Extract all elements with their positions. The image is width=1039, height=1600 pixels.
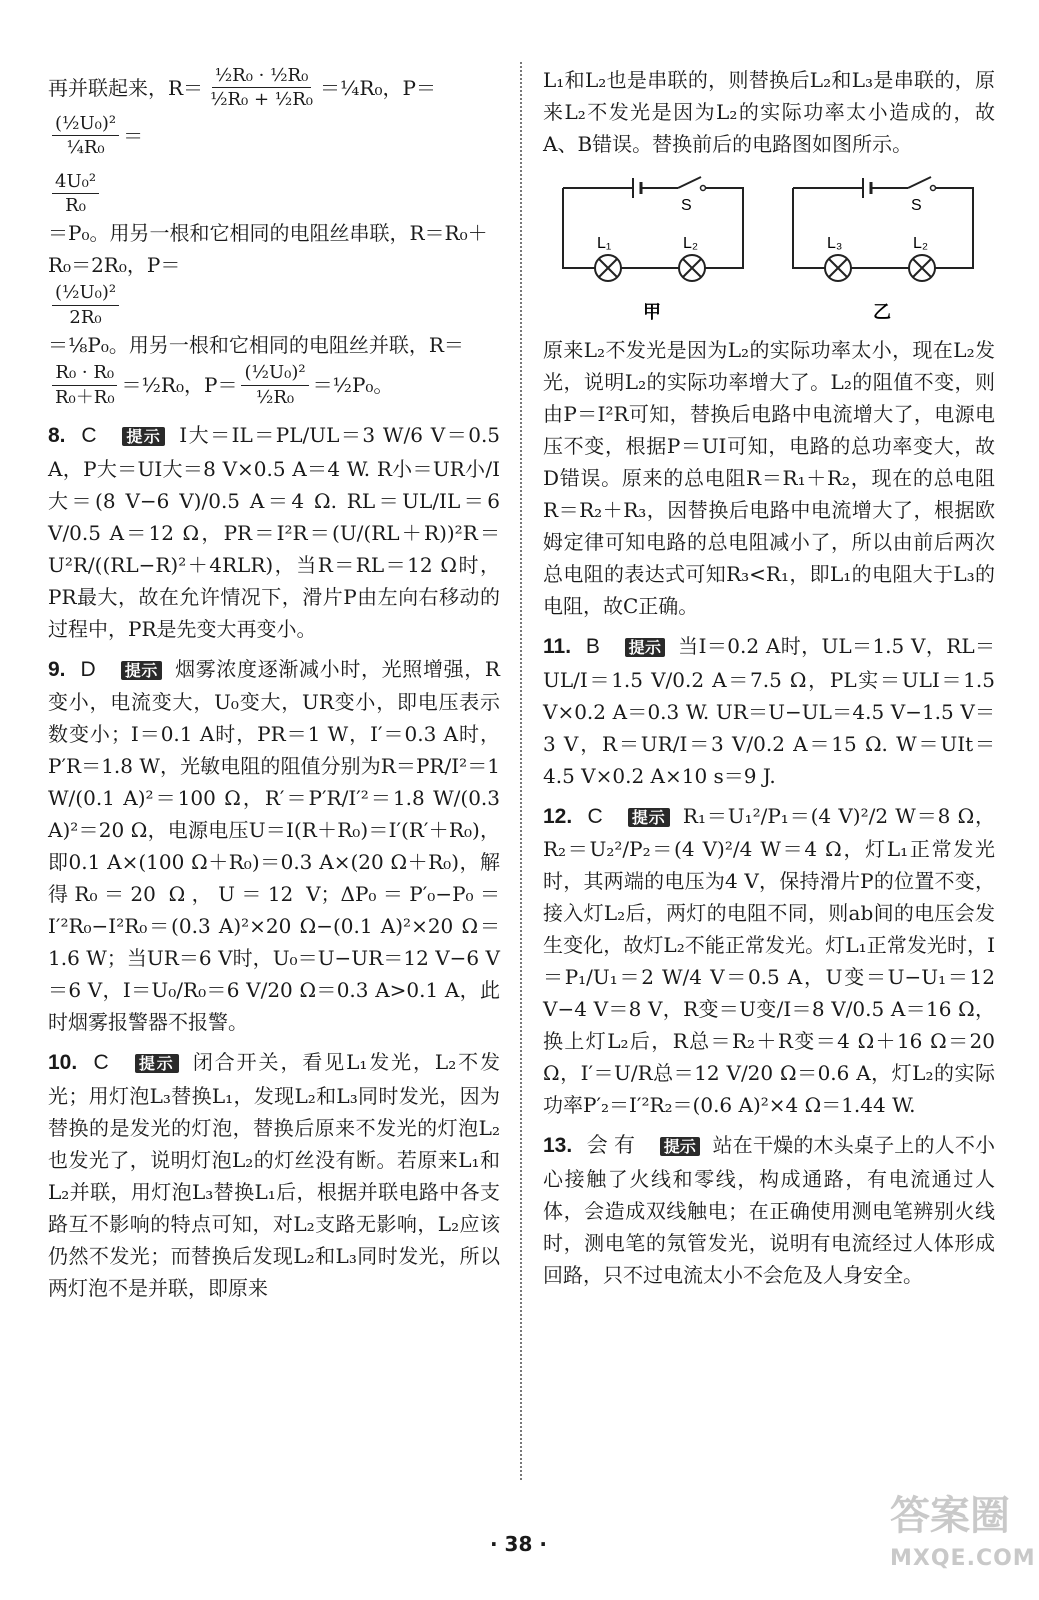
answer: D (80, 657, 96, 681)
circuit-jia (563, 177, 743, 323)
question-11 (543, 630, 995, 792)
switch-icon (678, 177, 701, 188)
answer: 会 有 (586, 1134, 636, 1158)
hint-badge: 提示 (122, 427, 165, 446)
explanation-text: R₁＝U₁²/P₁＝(4 V)²/2 W＝8 Ω，R₂＝U₂²/P₂＝(4 V)²/4 W＝4 Ω，灯L₁正常发光时，其两端的电压为4 V，保持滑片P的位置不变，接入灯L₂后，两灯的电阻不同，则ab间的电压会发生变化，故灯L₂不能正常发光。灯L₁正常发光时，I＝P₁/U₁＝2 W/4 V＝0.5 A，U变＝U−U₁＝12 V−4 V＝8 V，R变＝U变/I＝8 V/0.5 A＝16 Ω，换上灯L₂后，R总＝R₂＋R变＝4 Ω＋16 Ω＝20 Ω，I′＝U/R总＝12 V/20 Ω＝0.6 A，灯L₂的实际功率P′₂＝I′²R₂＝(0.6 A)²×4 Ω＝1.44 W. (543, 803, 996, 1118)
watermark-site: MXQE.COM (890, 1546, 1036, 1571)
equals: ＝ (123, 123, 144, 148)
figure-label-yi: 乙 (873, 302, 891, 323)
fraction (52, 170, 99, 218)
answer: C (93, 1051, 109, 1075)
switch-label: S (911, 197, 922, 214)
circuit-yi (793, 177, 973, 323)
question-8 (48, 419, 500, 645)
explanation-text: I大＝IL＝PL/UL＝3 W/6 V＝0.5 A，P大＝UI大＝8 V×0.5 A＝4 W. R小＝UR小/I大＝(8 V−6 V)/0.5 A＝4 Ω. RL＝UL/IL＝6 V/0.5 A＝12 Ω，PR＝I²R＝(U/(RL＋R))²R＝U²R/((RL−R)²＋4RLR)，当R＝RL＝12 Ω时，PR最大，故在允许情况下，滑片P由左向右移动的过程中，PR是先变大再变小。 (48, 422, 501, 641)
hint-badge: 提示 (121, 661, 162, 680)
fraction-numerator: 4U₀² (52, 170, 99, 194)
explanation-text: 烟雾浓度逐渐减小时，光照增强，R变小，电流变大，U₀变大，UR变小，即电压表示数变小；I＝0.1 A时，PR＝1 W，I′＝0.3 A时，P′R＝1.8 W，光敏电阻的阻值分别为R＝PR/I²＝1 W/(0.1 A)²＝100 Ω，R′＝P′R/I′²＝1.8 W/(0.3 A)²＝20 Ω，电源电压U＝I(R＋R₀)＝I′(R′＋R₀)，即0.1 A×(100 Ω＋R₀)＝0.3 A×(20 Ω＋R₀)，解得R₀＝20 Ω，U＝12 V；ΔP₀＝P′₀−P₀＝I′²R₀−I²R₀＝(0.3 A)²×20 Ω−(0.1 A)²×20 Ω＝1.6 W；当UR＝6 V时，U₀＝U−UR＝12 V−6 V＝6 V，I＝U₀/R₀＝6 V/20 Ω＝0.3 A>0.1 A，此时烟雾报警器不报警。 (48, 656, 500, 1035)
fraction-denominator: ½R₀ + ½R₀ (210, 89, 314, 111)
explanation-text: 当I＝0.2 A时，UL＝1.5 V，RL＝UL/I＝1.5 V/0.2 A＝7.5 Ω，PL实＝ULI＝1.5 V×0.2 A＝0.3 W. UR＝U−UL＝4.5 V−1.5 V＝3 V，R＝UR/I＝3 V/0.2 A＝15 Ω. W＝UIt＝4.5 V×0.2 A×10 s＝9 J. (543, 634, 995, 788)
fraction-denominator: R₀＋R₀ (55, 386, 115, 408)
answer: C (81, 423, 97, 447)
question-10-conclusion: 原来L₂不发光是因为L₂的实际功率太小，现在L₂发光，说明L₂的实际功率增大了。L₂的阻值不变，则由P＝I²R可知，替换后电路中电流增大了，电源电压不变，根据P＝UI可知，电路的总功率变大，故D错误。原来的总电阻R＝R₁＋R₂，现在的总电阻R＝R₂＋R₃，因替换后电路中电流增大了，根据欧姆定律可知电路的总电阻减小了，所以由前后两次总电阻的表达式可知R₃<R₁，即L₁的电阻大于L₃的电阻，故C正确。 (543, 338, 995, 618)
question-number: 12. (543, 804, 573, 828)
figure-label-jia: 甲 (643, 302, 661, 323)
question-number: 10. (48, 1051, 78, 1075)
right-column (543, 64, 995, 1299)
fraction (52, 361, 118, 409)
question-10-continued: L₁和L₂也是串联的，则替换后L₂和L₃是串联的，原来L₂不发光是因为L₂的实际功率太小造成的，故A、B错误。替换前后的电路图如图所示。 (543, 68, 995, 156)
hint-badge: 提示 (628, 808, 670, 827)
lamp-label: L₂ (683, 235, 699, 252)
fraction (241, 361, 308, 409)
intro-text: ＝½P₀。 (312, 373, 394, 398)
fraction (52, 281, 119, 329)
lamp-icon (909, 255, 935, 281)
column-divider (520, 62, 522, 1480)
question-9 (48, 653, 500, 1039)
switch-icon (908, 177, 931, 188)
fraction-numerator: (½U₀)² (241, 361, 308, 385)
answer: B (585, 635, 600, 658)
watermark-logo: 答案圈 (890, 1493, 1010, 1539)
intro-formula-line-2 (48, 170, 500, 409)
intro-text: ＝P₀。用另一根和它相同的电阻丝串联，R＝R₀＋R₀＝2R₀，P＝ (48, 221, 488, 278)
intro-formula-line (48, 64, 500, 160)
fraction-numerator: (½U₀)² (52, 281, 119, 305)
intro-text: ＝½R₀，P＝ (121, 373, 238, 398)
fraction-denominator: ½R₀ (255, 386, 295, 408)
lamp-icon (825, 255, 851, 281)
fraction (52, 112, 119, 160)
hint-badge: 提示 (660, 1137, 700, 1156)
question-number: 8. (48, 423, 66, 447)
fraction-denominator: 2R₀ (69, 306, 102, 328)
question-12 (543, 800, 995, 1122)
fraction-denominator: R₀ (65, 194, 86, 216)
lamp-label: L₁ (597, 235, 612, 252)
fraction-numerator: ½R₀ · ½R₀ (212, 64, 312, 88)
question-number: 9. (48, 657, 66, 681)
question-number: 13. (543, 1134, 573, 1158)
switch-label: S (681, 197, 692, 214)
explanation-text: 站在干燥的木头桌子上的人不小心接触了火线和零线，构成通路，有电流通过人体，会造成双线触电；在正确使用测电笔辨别火线时，测电笔的氖管发光，说明有电流经过人体形成回路，只不过电流太小不会危及人身安全。 (543, 1133, 995, 1287)
question-10 (48, 1046, 500, 1304)
answer: C (587, 804, 603, 828)
fraction-numerator: R₀ · R₀ (52, 361, 117, 385)
lamp-icon (679, 255, 705, 281)
lamp-icon (595, 255, 621, 281)
watermark (890, 1486, 1036, 1596)
question-number: 11. (543, 635, 572, 658)
left-column (48, 64, 500, 1312)
intro-text: ＝⅛P₀。用另一根和它相同的电阻丝并联，R＝ (48, 333, 464, 358)
circuit-diagram (553, 168, 983, 328)
intro-mid: ＝¼R₀，P＝ (320, 75, 436, 100)
question-13 (543, 1129, 995, 1291)
hint-badge: 提示 (135, 1054, 179, 1073)
hint-badge: 提示 (625, 638, 666, 657)
lamp-label: L₂ (913, 235, 929, 252)
explanation-text: 闭合开关，看见L₁发光，L₂不发光；用灯泡L₃替换L₁，发现L₂和L₃同时发光，因为替换的是发光的灯泡，替换后原来不发光的灯泡L₂也发光了，说明灯泡L₂的灯丝没有断。若原来L₁和L₂并联，用灯泡L₃替换L₁后，根据并联电路中各支路互不影响的特点可知，对L₂支路无影响，L₂应该仍然不发光；而替换后发现L₂和L₃同时发光，所以两灯泡不是并联，即原来 (48, 1050, 501, 1300)
fraction (207, 64, 316, 112)
page-number: · 38 · (490, 1532, 547, 1556)
lamp-label: L₃ (827, 235, 843, 252)
intro-lead: 再并联起来，R＝ (48, 75, 204, 100)
fraction-denominator: ¼R₀ (66, 137, 105, 159)
fraction-numerator: (½U₀)² (52, 112, 119, 136)
